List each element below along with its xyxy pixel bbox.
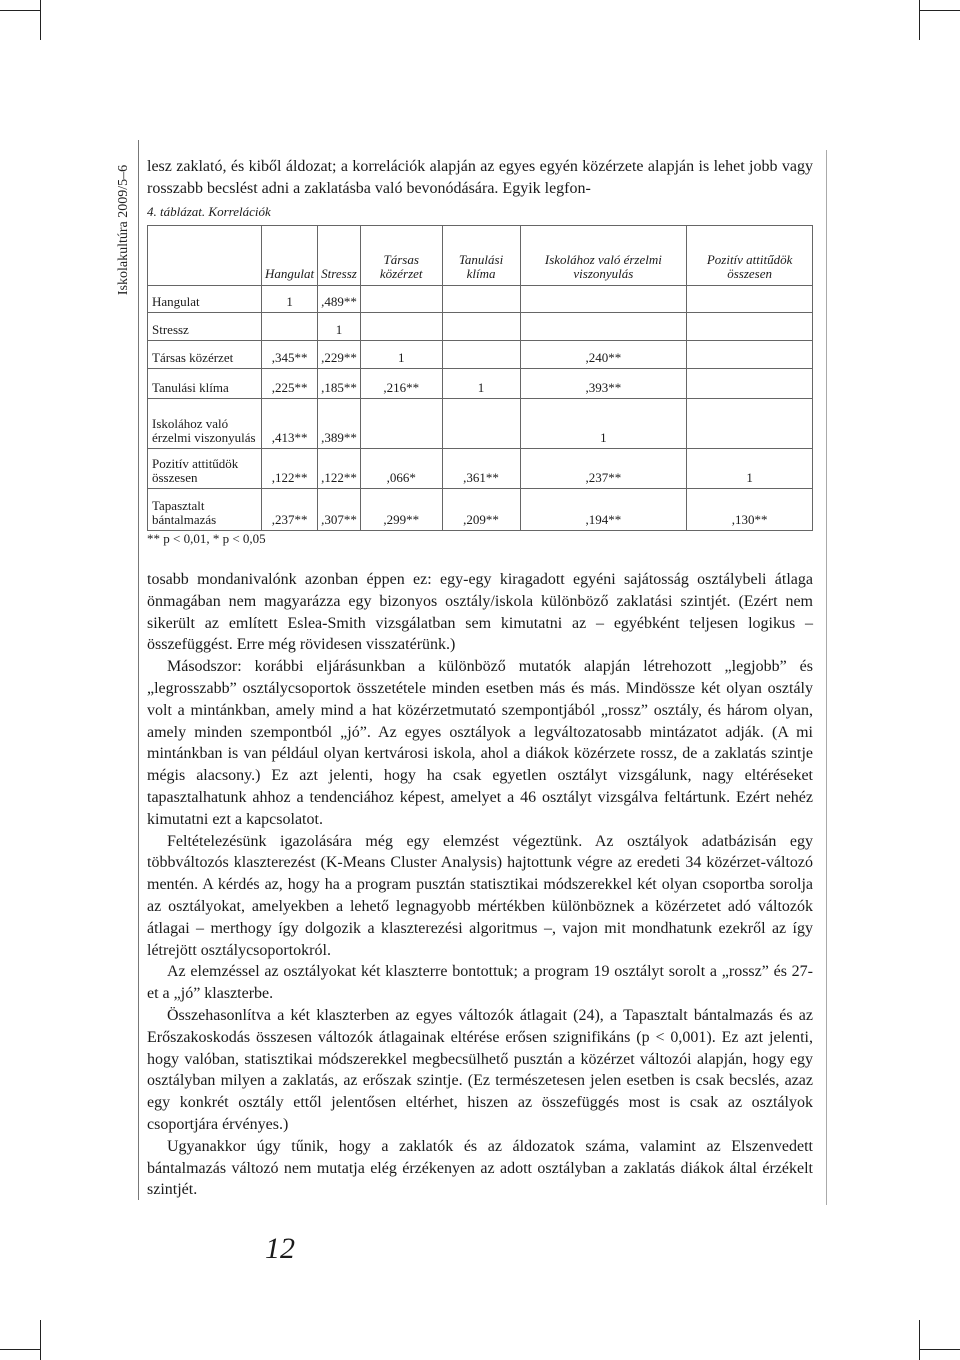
table-header-cell: Hangulat	[262, 226, 318, 286]
crop-mark	[0, 10, 40, 11]
table-header-cell: Pozitív attitűdök összesen	[687, 226, 813, 286]
table-cell: ,066*	[360, 449, 442, 489]
table-cell	[442, 399, 520, 449]
crop-mark	[40, 1320, 41, 1360]
table-cell	[360, 286, 442, 313]
table-cell	[687, 341, 813, 369]
table-row	[148, 313, 813, 341]
paragraph: Összehasonlítva a két klaszterben az egyes változók átlagait (24), a Tapasztalt bántalmazás és az Erőszakoskodás összesen változók átlagainak eltérése erősen szignifikáns (p < 0,001). Ez azt jelenti, hogy valóban, statisztikai módszerekkel megbecsülhető pusztán a közérzet változói alapján, hogy egy osztályban milyen a zaklatás, az erőszak szintje. (Ez természetesen jelen esetben is csak becslés, azaz egy konkrét osztály ettől jelentősen eltérhet, hiszen az összefüggés most is csak az osztályok csoportjára érvényes.)	[147, 1006, 813, 1133]
table-cell	[520, 313, 687, 341]
running-title	[109, 140, 139, 320]
row-label: Stressz	[148, 313, 262, 341]
table-cell: ,307**	[318, 489, 361, 531]
paragraph: tosabb mondanivalónk azonban éppen ez: egy-egy kiragadott egyéni sajátosság osztálybeli átlaga önmagában nem magyarázza egy bizonyos osztály/iskola különböző zaklatási szintjét. (Ezért nem sikerült az említett Eslea-Smith vizsgálatban sem kimutatni az – egyébként teljesen logikus – összefüggést. Erre még rövidesen visszatérünk.)	[147, 571, 813, 654]
table-header-cell: Tanulási klíma	[442, 226, 520, 286]
table-cell	[442, 286, 520, 313]
paragraph: Másodszor: korábbi eljárásunkban a különböző mutatók alapján létrehozott „legjobb” és „legrosszabb” osztálycsoportok összetétele minden esetben más és más. Mindössze két olyan osztály volt a mintánkban, amely mind a hat közérzetmutató szempontjából „rossz” osztály, és három olyan, amely minden szempontból „jó”. Az egyes osztályok a legváltozatosabb mintázatot adják. (A mi mintánkban is van például olyan kertvárosi iskola, ahol a diákok közérzete rossz, de a zaklatás szintje mégis alacsony.) Ez azt jelenti, hogy ha csak egyetlen osztályt vizsgálunk, nagy eltéréseket tapasztalhatunk ahhoz a tendenciához képest, amelyet a 46 osztályt vizsgálva feltártunk. Ezért nehéz kimutatni ezt a kapcsolatot.	[147, 658, 813, 828]
table-cell: 1	[442, 369, 520, 399]
paragraph: Ugyanakkor úgy tűnik, hogy a zaklatók és az áldozatok száma, valamint az Elszenvedett bántalmazás változó nem mutatja elég érzékenyen az adott osztályban a zaklatás diákok által érzékelt szintjét.	[147, 1137, 813, 1199]
table-header-cell: Stressz	[318, 226, 361, 286]
table-row	[148, 449, 813, 489]
row-label: Hangulat	[148, 286, 262, 313]
table-cell: ,216**	[360, 369, 442, 399]
table-cell: 1	[262, 286, 318, 313]
crop-mark	[920, 1349, 960, 1350]
table-row	[148, 341, 813, 369]
table-cell: ,194**	[520, 489, 687, 531]
table-cell: 1	[687, 449, 813, 489]
table-cell: ,299**	[360, 489, 442, 531]
crop-mark	[919, 0, 920, 40]
intro-text: lesz zaklató, és kiből áldozat; a korrelációk alapján az egyes egyén közérzete alapján is lehet jobb vagy rosszabb becslést adni a zaklatásba való bevonódására. Egyik legfon-	[147, 158, 813, 197]
table-cell: ,361**	[442, 449, 520, 489]
body-text	[147, 569, 813, 1201]
row-label: Tanulási klíma	[148, 369, 262, 399]
table-cell: ,229**	[318, 341, 361, 369]
table-cell	[687, 369, 813, 399]
paragraph: Feltételezésünk igazolására még egy elemzést végeztünk. Az osztályok adatbázisán egy többváltozós klaszterezést (K-Means Cluster Analysis) hajtottunk végre az eredeti 34 közérzet-változó mentén. A kérdés az, hogy ha a program pusztán statisztikai módszerekkel két olyan csoportba sorolja az osztályokat, amelyekben a lehető legnagyobb mértékben különböznek a közérzetet adó változók átlagai – merthogy így dolgozik a klaszterezési algoritmus –, vajon mit mondhatunk ezekről az így létrejött osztálycsoportokról.	[147, 832, 813, 959]
table-row	[148, 489, 813, 531]
table-cell: ,389**	[318, 399, 361, 449]
table-cell	[360, 399, 442, 449]
running-title-text: Iskolakultúra 2009/5–6	[116, 164, 132, 296]
table-cell: ,185**	[318, 369, 361, 399]
table-cell: ,237**	[262, 489, 318, 531]
table-cell	[687, 313, 813, 341]
table-cell	[687, 286, 813, 313]
table-cell	[687, 399, 813, 449]
table-header-row	[148, 226, 813, 286]
table-header-cell	[148, 226, 262, 286]
significance-note: ** p < 0,01, * p < 0,05	[147, 531, 266, 546]
table-cell: ,225**	[262, 369, 318, 399]
table-cell	[442, 341, 520, 369]
table-cell: ,209**	[442, 489, 520, 531]
crop-mark	[920, 10, 960, 11]
table-header-cell: Társas közérzet	[360, 226, 442, 286]
table-cell: 1	[520, 399, 687, 449]
table-row	[148, 369, 813, 399]
table-cell	[360, 313, 442, 341]
table-cell: 1	[360, 341, 442, 369]
table-cell: ,122**	[262, 449, 318, 489]
crop-mark	[0, 1349, 40, 1350]
table-cell: ,393**	[520, 369, 687, 399]
table-cell	[442, 313, 520, 341]
table-cell: ,345**	[262, 341, 318, 369]
row-label: Társas közérzet	[148, 341, 262, 369]
table-header-cell: Iskolához való érzelmi viszonyulás	[520, 226, 687, 286]
table-caption: 4. táblázat. Korrelációk	[147, 204, 271, 219]
table-cell: ,489**	[318, 286, 361, 313]
crop-mark	[919, 1320, 920, 1360]
table-cell: ,122**	[318, 449, 361, 489]
table-cell: ,240**	[520, 341, 687, 369]
table-cell: ,130**	[687, 489, 813, 531]
row-label: Pozitív attitűdök összesen	[148, 449, 262, 489]
crop-mark	[40, 0, 41, 40]
paragraph: Az elemzéssel az osztályokat két klaszterre bontottuk; a program 19 osztályt sorolt a „rossz” és 27-et a „jó” klaszterbe.	[147, 963, 813, 1003]
table-cell: ,413**	[262, 399, 318, 449]
intro-paragraph	[147, 156, 813, 200]
table-row	[148, 399, 813, 449]
table-cell	[520, 286, 687, 313]
row-label: Tapasztalt bántalmazás	[148, 489, 262, 531]
table-cell: 1	[318, 313, 361, 341]
table-row	[148, 286, 813, 313]
row-label: Iskolához való érzelmi viszonyulás	[148, 399, 262, 449]
margin-rule	[138, 140, 139, 1200]
correlation-table	[147, 225, 813, 531]
table-cell: ,237**	[520, 449, 687, 489]
page-number: 12	[265, 1232, 295, 1265]
margin-rule-right	[826, 150, 827, 1205]
table-cell	[262, 313, 318, 341]
